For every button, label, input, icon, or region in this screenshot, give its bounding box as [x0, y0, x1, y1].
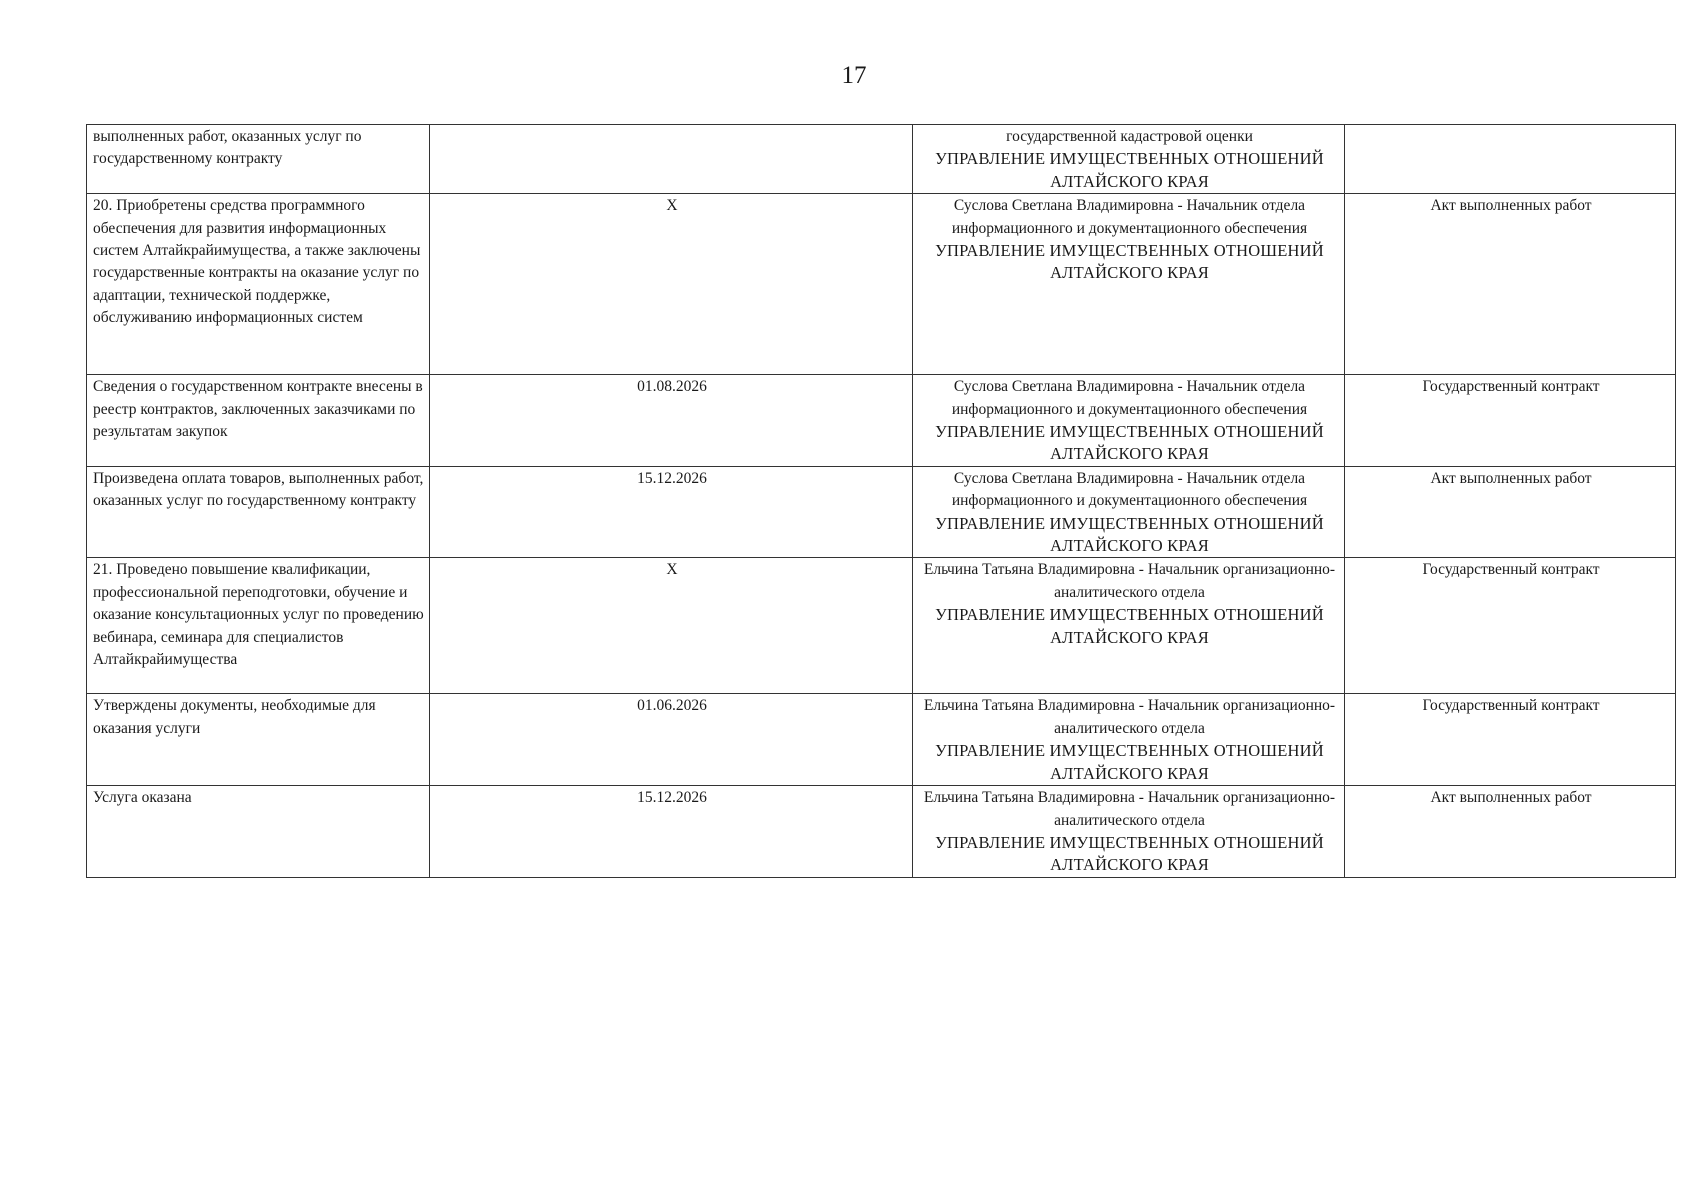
responsible-person: Ельчина Татьяна Владимировна - Начальник организационно-аналитического отдела: [923, 561, 1336, 601]
responsible-person: Ельчина Татьяна Владимировна - Начальник организационно-аналитического отдела: [923, 789, 1336, 829]
date-cell: X: [430, 194, 913, 375]
document-cell: [1345, 125, 1676, 194]
organization-name: УПРАВЛЕНИЕ ИМУЩЕСТВЕННЫХ ОТНОШЕНИЙ АЛТАЙСКОГО КРАЯ: [935, 832, 1324, 875]
responsible-person: государственной кадастровой оценки: [1006, 128, 1253, 145]
date-cell: 15.12.2026: [430, 466, 913, 558]
organization-name: УПРАВЛЕНИЕ ИМУЩЕСТВЕННЫХ ОТНОШЕНИЙ АЛТАЙСКОГО КРАЯ: [935, 741, 1324, 783]
document-cell: Акт выполненных работ: [1345, 194, 1676, 375]
date-cell: 01.08.2026: [430, 375, 913, 467]
responsible-person: Суслова Светлана Владимировна - Начальник отдела информационного и документационного обеспечения: [951, 197, 1308, 237]
page-number: 17: [841, 62, 867, 89]
event-cell: Утверждены документы, необходимые для оказания услуги: [87, 694, 430, 786]
table-row: [87, 558, 1676, 694]
organization-name: УПРАВЛЕНИЕ ИМУЩЕСТВЕННЫХ ОТНОШЕНИЙ АЛТАЙСКОГО КРАЯ: [935, 422, 1324, 464]
event-cell: выполненных работ, оказанных услуг по государственному контракту: [87, 125, 430, 194]
responsible-cell: [913, 125, 1345, 194]
organization-name: УПРАВЛЕНИЕ ИМУЩЕСТВЕННЫХ ОТНОШЕНИЙ АЛТАЙСКОГО КРАЯ: [935, 149, 1324, 191]
responsible-cell: [913, 558, 1345, 694]
date-cell: 01.06.2026: [430, 694, 913, 786]
responsible-cell: [913, 694, 1345, 786]
organization-name: УПРАВЛЕНИЕ ИМУЩЕСТВЕННЫХ ОТНОШЕНИЙ АЛТАЙСКОГО КРАЯ: [935, 513, 1324, 556]
date-cell: 15.12.2026: [430, 786, 913, 878]
date-cell: X: [430, 558, 913, 694]
document-cell: Акт выполненных работ: [1345, 786, 1676, 878]
event-cell: Услуга оказана: [87, 786, 430, 878]
responsible-cell: [913, 786, 1345, 878]
organization-name: УПРАВЛЕНИЕ ИМУЩЕСТВЕННЫХ ОТНОШЕНИЙ АЛТАЙСКОГО КРАЯ: [935, 605, 1324, 647]
document-cell: Государственный контракт: [1345, 375, 1676, 467]
responsible-cell: [913, 375, 1345, 467]
document-cell: Государственный контракт: [1345, 694, 1676, 786]
organization-name: УПРАВЛЕНИЕ ИМУЩЕСТВЕННЫХ ОТНОШЕНИЙ АЛТАЙСКОГО КРАЯ: [935, 241, 1324, 283]
event-cell: Произведена оплата товаров, выполненных работ, оказанных услуг по государственному контракту: [87, 466, 430, 558]
responsible-cell: [913, 466, 1345, 558]
plan-table: [86, 124, 1676, 878]
event-cell: Сведения о государственном контракте внесены в реестр контрактов, заключенных заказчиками по результатам закупок: [87, 375, 430, 467]
table-row: [87, 375, 1676, 467]
table-row: [87, 694, 1676, 786]
document-cell: Государственный контракт: [1345, 558, 1676, 694]
table-row: [87, 125, 1676, 194]
event-cell: 20. Приобретены средства программного обеспечения для развития информационных систем Алтайкрайимущества, а также заключены государственные контракты на оказание услуг по адаптации, технической поддержке, обслуживанию информационных систем: [87, 194, 430, 375]
event-cell: 21. Проведено повышение квалификации, профессиональной переподготовки, обучение и оказание консультационных услуг по проведению вебинара, семинара для специалистов Алтайкрайимущества: [87, 558, 430, 694]
table-row: [87, 466, 1676, 558]
responsible-person: Суслова Светлана Владимировна - Начальник отдела информационного и документационного обеспечения: [951, 469, 1308, 510]
date-cell: [430, 125, 913, 194]
responsible-person: Ельчина Татьяна Владимировна - Начальник организационно-аналитического отдела: [923, 697, 1336, 737]
document-cell: Акт выполненных работ: [1345, 466, 1676, 558]
table-row: [87, 786, 1676, 878]
responsible-cell: [913, 194, 1345, 375]
table-row: [87, 194, 1676, 375]
responsible-person: Суслова Светлана Владимировна - Начальник отдела информационного и документационного обеспечения: [951, 378, 1308, 418]
